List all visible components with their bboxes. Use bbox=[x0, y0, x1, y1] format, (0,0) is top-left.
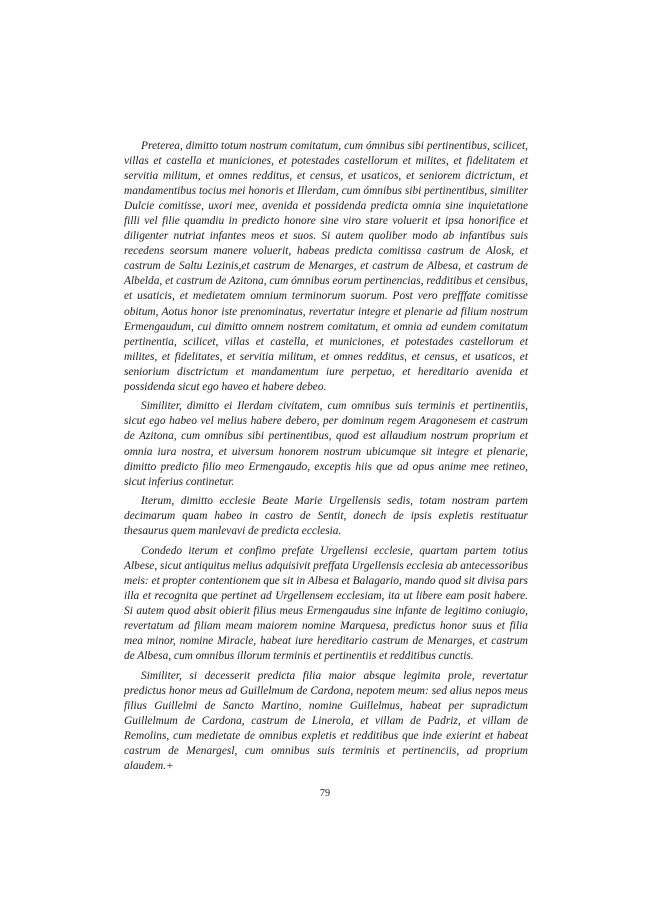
body-text-block bbox=[124, 139, 528, 774]
paragraph-3: Iterum, dimitto ecclesie Beate Marie Urgellensis sedis, totam nostram partem decimarum quam habeo in castro de Sentit, donech de ipsis expletis restituatur thesaurus quem manlevavi de predicta ecclesia. bbox=[124, 495, 528, 538]
paragraph-5: Similiter, si decesserit predicta filia maior absque legimita prole, revertatur predictus honor meus ad Guillelmum de Cardona, nepotem meum: sed alius nepos meus filius Guillelmi de Sancto Martino, nomine Guillelmus, habeat per supradictum Guillelmum de Cardona, castrum de Linerola, et villam de Padriz, et villam de Remolins, cum medietate de omnibus expletis et redditibus que inde exierint et habeat castrum de Menargesl, cum omnibus suis terminis et pertinenciis, ad proprium alaudem.+ bbox=[124, 669, 528, 773]
page-number: 79 bbox=[319, 788, 331, 799]
paragraph-1: Preterea, dimitto totum nostrum comitatum, cum ómnibus sibi pertinentibus, scilicet, villas et castella et municiones, et potestades castellorum et milites, et fidelitatem et servitia militum, et omnes redditus, et census, et usaticos, et seniorem dictrictum, et mandamentibus tocius mei honoris et Illerdam, cum ómnibus sibi pertinentibus, similiter Dulcie comitisse, uxori mee, avenida et possidenda predicta omnia sine inquietatione filli vel filie quamdiu in predicto honore sine viro stare voluerit et ipsa honorifice et diligenter nutriat infantes meos et suos. Si autem quoliber modo ab infantibus suis recedens seorsum manere voluerit, habeas predicta comitissa castrum de Alosk, et castrum de Saltu Lezinis,et castrum de Menarges, et castrum de Albesa, et castrum de Albelda, et castrum de Azitona, cum ómnibus eorum pertinencias, redditibus et censibus, et usaticis, et medietatem omnium terminorum suorum. Post vero prefffate comitisse obitum, Aotus honor iste prenominatus, revertatur integre et plenarie ad filium nostrum Ermengaudum, cui dimitto omnem nostrem comitatum, et omnia ad eundem comitatum pertinentia, scilicet, villas et castella, et municiones, et potestades castellorum et milites, et fidelitates, et servitia militum, et omnes redditus, et census, et usaticos, et seniorium disctrictum et mandamentum iure perpetuo, et hereditario avenida et possidenda sicut ego haveo et habere debeo. bbox=[124, 140, 528, 393]
paragraph-4: Condedo iterum et confimo prefate Urgellensi ecclesie, quartam partem totius Albese, sicut antiquitus melius adquisivit preffata Urgellensis ecclesia ab antecessoribus meis: et propter contentionem que sit in Albesa et Balagario, mando quod sit divisa pars illa et recognita que pertinet ad Urgellensem ecclesiam, ita ut libere eam posit habere. Si autem quod absit obierit filius meus Ermengaudus sine infante de legitimo coniugio, revertatum ad filiam meam maiorem nomine Marquesa, predictus honor suus et filia mea minor, nomine Miracle, habeat iure hereditario castrum de Menarges, et castrum de Albesa, cum omnibus illorum terminis et pertinentiis et redditibus cunctis. bbox=[124, 545, 528, 663]
paragraph-2: Similiter, dimitto ei Ilerdam civitatem, cum omnibus suis terminis et pertinentiis, sicut ego habeo vel melius habere debero, per dominum regem Aragonesem et castrum de Azitona, cum omnibus sibi pertinentibus, quod est allaudium nostrum proprium et omnia iura nostra, et uiversum honorem nostrum ubicumque sit integre et plenarie, dimitto predicto filio meo Ermengaudo, exceptis hiis que ad opus anime mee retineo, sicut inferius continetur. bbox=[124, 400, 528, 488]
